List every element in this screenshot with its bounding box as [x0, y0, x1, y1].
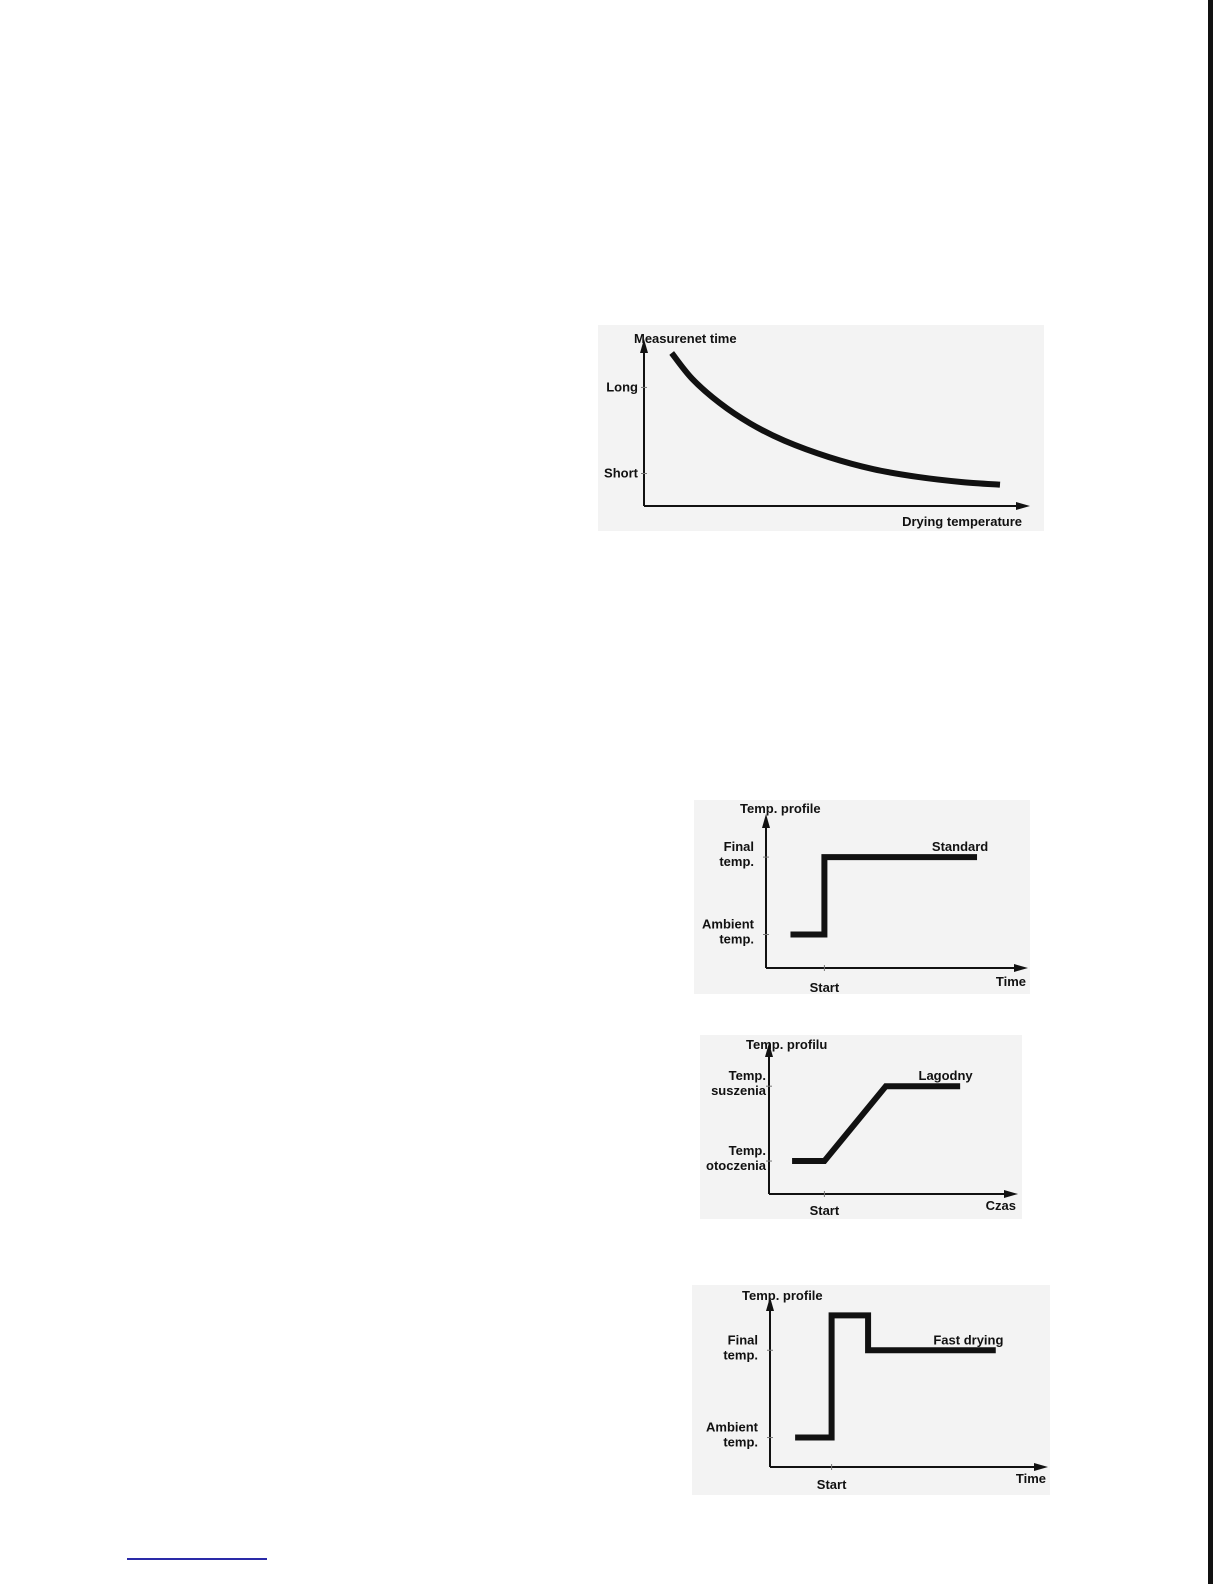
chart-svg-3: [700, 1035, 1022, 1219]
chart-svg-1: [598, 325, 1044, 531]
chart-lagodny-profile: [700, 1035, 1022, 1219]
series-annotation: Lagodny: [918, 1068, 973, 1084]
y-tick-label: Ambient temp.: [706, 1419, 758, 1450]
series-line: [672, 353, 1000, 485]
y-tick-label: Temp. otoczenia: [706, 1143, 766, 1174]
x-axis-arrow: [1004, 1190, 1018, 1198]
y-axis-arrow: [762, 814, 770, 828]
y-axis-label: Temp. profile: [740, 801, 821, 816]
y-tick-label: Temp. suszenia: [711, 1068, 766, 1099]
chart-svg-4: [692, 1285, 1050, 1495]
chart-measurement-time: [598, 325, 1044, 531]
x-axis-arrow: [1014, 964, 1028, 972]
y-tick-label: Final temp.: [719, 839, 754, 870]
x-axis-arrow: [1016, 502, 1030, 510]
chart-fast-drying-profile: [692, 1285, 1050, 1495]
footnote-rule: [127, 1558, 267, 1560]
x-axis-label: Time: [1015, 1471, 1046, 1486]
x-axis-label: Time: [995, 974, 1026, 989]
x-tick-label: Start: [809, 1203, 840, 1218]
y-tick-label: Long: [606, 379, 638, 395]
chart-svg-2: [694, 800, 1030, 994]
x-axis-label: Drying temperature: [902, 514, 1022, 529]
y-axis-label: Measurenet time: [634, 331, 737, 346]
series-annotation: Fast drying: [933, 1332, 1004, 1348]
y-axis-label: Temp. profile: [742, 1288, 823, 1303]
y-tick-label: Ambient temp.: [702, 916, 754, 947]
y-tick-label: Short: [604, 465, 638, 481]
series-annotation: Standard: [931, 839, 989, 855]
series-line: [792, 1086, 960, 1161]
y-axis-label: Temp. profilu: [746, 1037, 828, 1052]
page-edge-bar: [1208, 0, 1213, 1584]
x-tick-label: Start: [816, 1477, 847, 1492]
y-tick-label: Final temp.: [723, 1332, 758, 1363]
x-axis-arrow: [1034, 1463, 1048, 1471]
chart-standard-profile: [694, 800, 1030, 994]
series-line: [790, 857, 977, 934]
x-axis-label: Czas: [985, 1198, 1016, 1213]
x-tick-label: Start: [809, 980, 840, 995]
